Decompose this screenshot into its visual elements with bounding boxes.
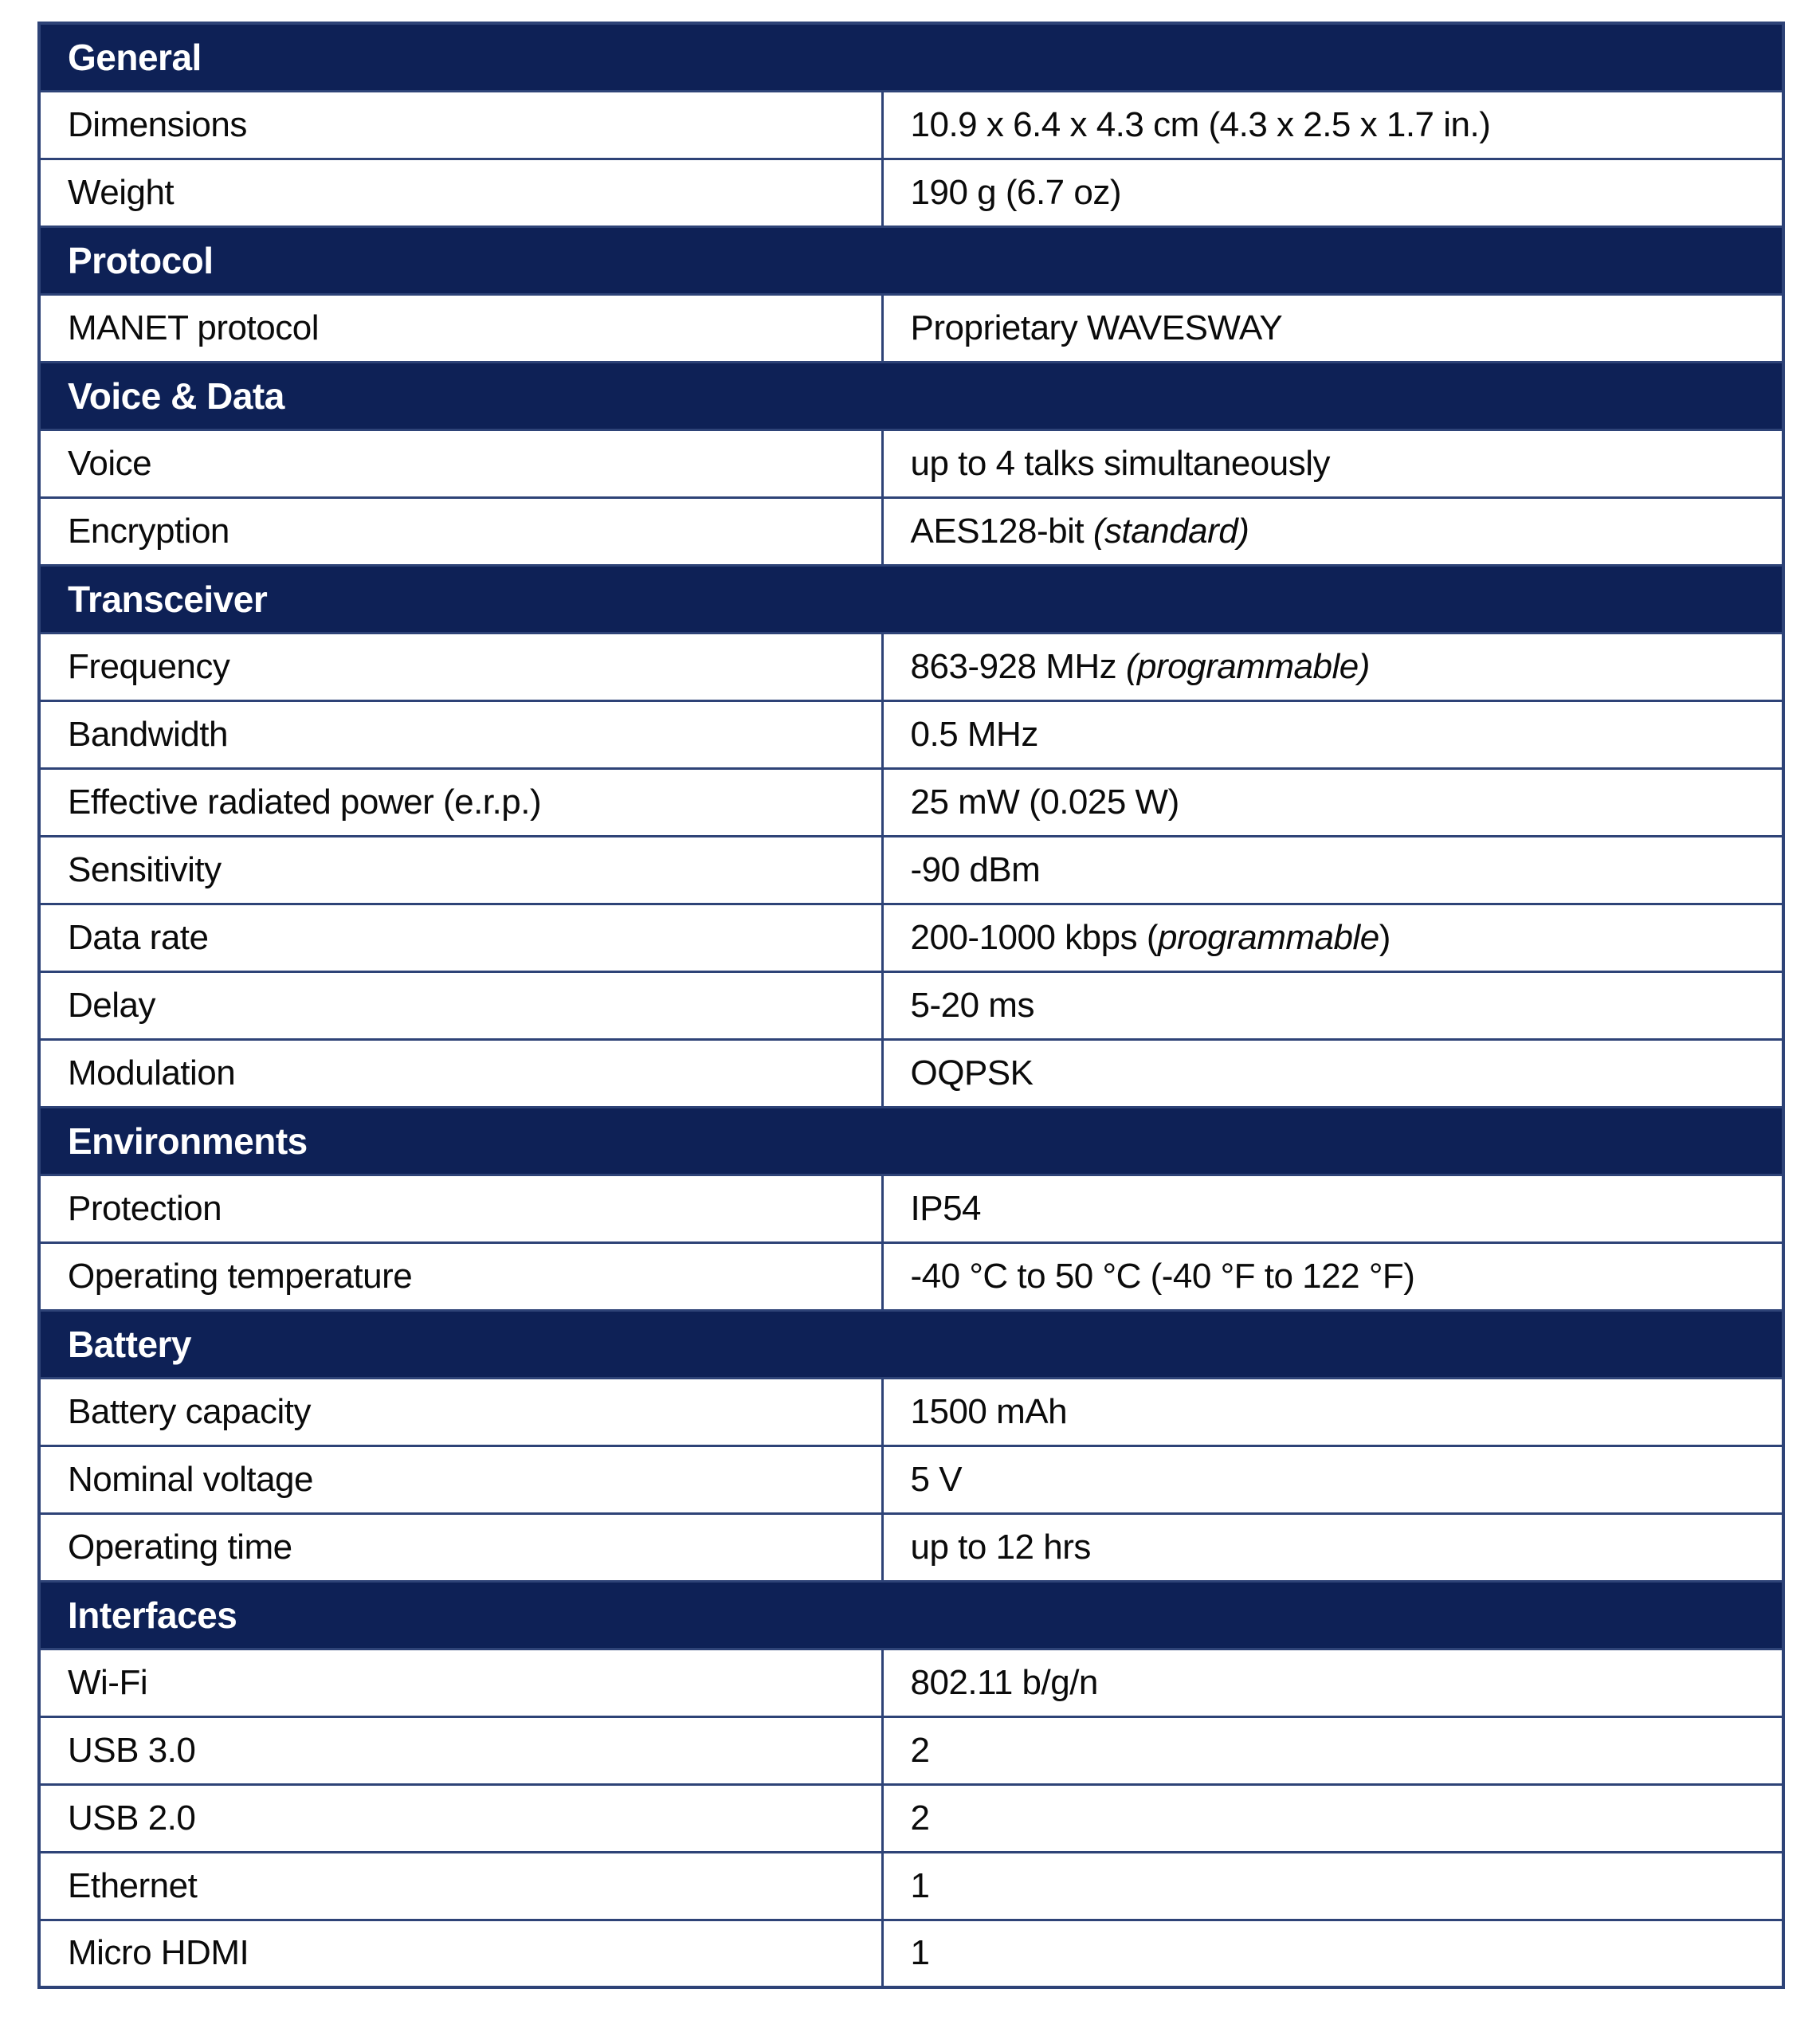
- spec-value-effective-radiated-power-e-r-p: [882, 768, 1783, 836]
- value-text-italic: (standard): [1092, 511, 1249, 551]
- spec-table-body: [39, 23, 1783, 1987]
- spec-label-manet-protocol: MANET protocol: [39, 294, 882, 362]
- section-header-general: General: [39, 23, 1783, 91]
- value-text: IP54: [910, 1188, 982, 1228]
- spec-label-usb-2-0: USB 2.0: [39, 1784, 882, 1852]
- value-text: up to 12 hrs: [910, 1527, 1091, 1567]
- section-row-interfaces: [39, 1581, 1783, 1649]
- section-row-transceiver: [39, 565, 1783, 633]
- spec-label-protection: Protection: [39, 1175, 882, 1242]
- section-row-voice-data: [39, 362, 1783, 430]
- spec-label-voice: Voice: [39, 430, 882, 497]
- spec-value-encryption: [882, 497, 1783, 565]
- spec-row-micro-hdmi: [39, 1920, 1783, 1987]
- value-text: OQPSK: [910, 1053, 1034, 1092]
- value-text: 0.5 MHz: [910, 714, 1038, 754]
- value-text: 2: [910, 1798, 930, 1838]
- spec-value-operating-temperature: [882, 1242, 1783, 1310]
- value-text: 1500 mAh: [910, 1391, 1068, 1431]
- spec-label-encryption: Encryption: [39, 497, 882, 565]
- spec-row-usb-3-0: [39, 1716, 1783, 1784]
- value-text: 190 g (6.7 oz): [910, 172, 1121, 212]
- value-text: ): [1379, 917, 1390, 957]
- spec-label-frequency: Frequency: [39, 633, 882, 700]
- spec-row-modulation: [39, 1039, 1783, 1107]
- spec-row-delay: [39, 971, 1783, 1039]
- spec-label-effective-radiated-power-e-r-p: Effective radiated power (e.r.p.): [39, 768, 882, 836]
- value-text: 863-928 MHz: [910, 646, 1126, 686]
- spec-value-operating-time: [882, 1513, 1783, 1581]
- spec-value-frequency: [882, 633, 1783, 700]
- value-text: -90 dBm: [910, 849, 1041, 889]
- spec-row-nominal-voltage: [39, 1445, 1783, 1513]
- spec-row-bandwidth: [39, 700, 1783, 768]
- spec-row-frequency: [39, 633, 1783, 700]
- spec-value-dimensions: [882, 91, 1783, 159]
- value-text: up to 4 talks simultaneously: [910, 443, 1331, 483]
- value-text: 1: [910, 1865, 930, 1905]
- spec-label-sensitivity: Sensitivity: [39, 836, 882, 904]
- spec-value-usb-3-0: [882, 1716, 1783, 1784]
- spec-value-weight: [882, 159, 1783, 226]
- section-row-environments: [39, 1107, 1783, 1175]
- value-text: 25 mW (0.025 W): [910, 782, 1179, 822]
- value-text: -40 °C to 50 °C (-40 °F to 122 °F): [910, 1256, 1415, 1296]
- value-text: 1: [910, 1933, 930, 1973]
- spec-label-ethernet: Ethernet: [39, 1852, 882, 1920]
- section-row-general: [39, 23, 1783, 91]
- spec-value-wi-fi: [882, 1649, 1783, 1716]
- spec-value-sensitivity: [882, 836, 1783, 904]
- spec-row-ethernet: [39, 1852, 1783, 1920]
- section-header-protocol: Protocol: [39, 226, 1783, 294]
- spec-value-delay: [882, 971, 1783, 1039]
- spec-row-manet-protocol: [39, 294, 1783, 362]
- section-header-environments: Environments: [39, 1107, 1783, 1175]
- spec-row-effective-radiated-power-e-r-p: [39, 768, 1783, 836]
- value-text-italic: programmable: [1158, 917, 1379, 957]
- spec-table: [37, 22, 1785, 1989]
- value-text: 5-20 ms: [910, 985, 1034, 1025]
- section-header-transceiver: Transceiver: [39, 565, 1783, 633]
- value-text: 10.9 x 6.4 x 4.3 cm (4.3 x 2.5 x 1.7 in.): [910, 104, 1491, 144]
- spec-label-wi-fi: Wi-Fi: [39, 1649, 882, 1716]
- spec-row-wi-fi: [39, 1649, 1783, 1716]
- section-header-battery: Battery: [39, 1310, 1783, 1378]
- spec-value-usb-2-0: [882, 1784, 1783, 1852]
- spec-row-battery-capacity: [39, 1378, 1783, 1445]
- spec-value-nominal-voltage: [882, 1445, 1783, 1513]
- spec-value-ethernet: [882, 1852, 1783, 1920]
- section-header-voice-data: Voice & Data: [39, 362, 1783, 430]
- value-text-italic: (programmable): [1125, 646, 1370, 686]
- spec-label-micro-hdmi: Micro HDMI: [39, 1920, 882, 1987]
- spec-row-weight: [39, 159, 1783, 226]
- spec-label-usb-3-0: USB 3.0: [39, 1716, 882, 1784]
- spec-row-dimensions: [39, 91, 1783, 159]
- spec-label-delay: Delay: [39, 971, 882, 1039]
- section-header-interfaces: Interfaces: [39, 1581, 1783, 1649]
- spec-row-operating-temperature: [39, 1242, 1783, 1310]
- spec-label-modulation: Modulation: [39, 1039, 882, 1107]
- spec-label-dimensions: Dimensions: [39, 91, 882, 159]
- spec-row-protection: [39, 1175, 1783, 1242]
- spec-label-nominal-voltage: Nominal voltage: [39, 1445, 882, 1513]
- value-text: 802.11 b/g/n: [910, 1662, 1098, 1702]
- spec-value-micro-hdmi: [882, 1920, 1783, 1987]
- spec-row-encryption: [39, 497, 1783, 565]
- spec-label-battery-capacity: Battery capacity: [39, 1378, 882, 1445]
- spec-label-weight: Weight: [39, 159, 882, 226]
- spec-value-modulation: [882, 1039, 1783, 1107]
- spec-value-protection: [882, 1175, 1783, 1242]
- value-text: 5 V: [910, 1459, 963, 1499]
- value-text: AES128-bit: [910, 511, 1093, 551]
- spec-value-manet-protocol: [882, 294, 1783, 362]
- value-text: Proprietary WAVESWAY: [910, 308, 1283, 347]
- spec-row-voice: [39, 430, 1783, 497]
- spec-label-data-rate: Data rate: [39, 904, 882, 971]
- spec-value-data-rate: [882, 904, 1783, 971]
- spec-label-bandwidth: Bandwidth: [39, 700, 882, 768]
- spec-row-data-rate: [39, 904, 1783, 971]
- spec-row-operating-time: [39, 1513, 1783, 1581]
- spec-value-voice: [882, 430, 1783, 497]
- spec-value-bandwidth: [882, 700, 1783, 768]
- spec-row-usb-2-0: [39, 1784, 1783, 1852]
- spec-label-operating-temperature: Operating temperature: [39, 1242, 882, 1310]
- value-text: 2: [910, 1730, 930, 1770]
- value-text: 200-1000 kbps (: [910, 917, 1158, 957]
- section-row-protocol: [39, 226, 1783, 294]
- spec-row-sensitivity: [39, 836, 1783, 904]
- spec-value-battery-capacity: [882, 1378, 1783, 1445]
- section-row-battery: [39, 1310, 1783, 1378]
- spec-label-operating-time: Operating time: [39, 1513, 882, 1581]
